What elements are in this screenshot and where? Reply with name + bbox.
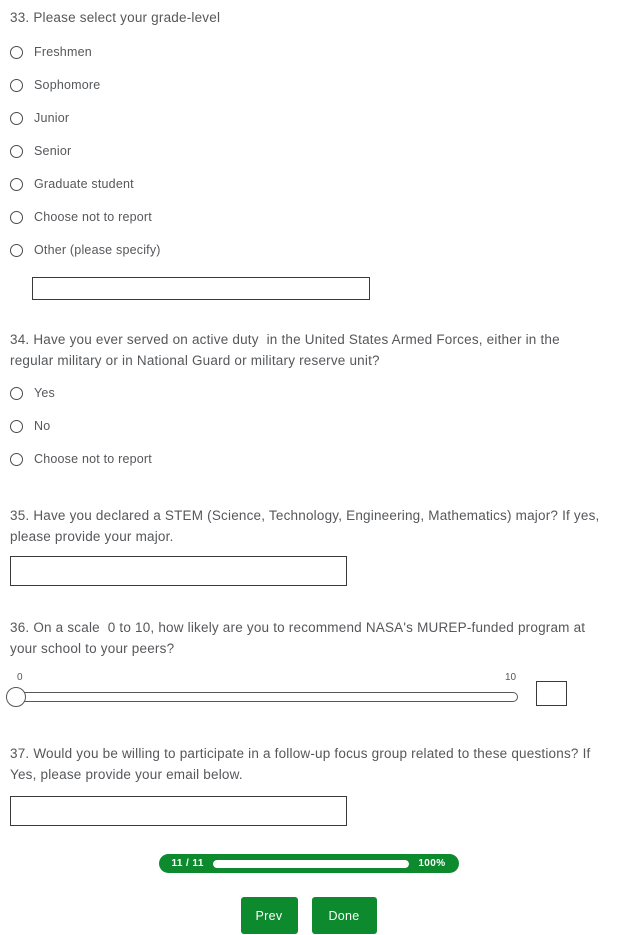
major-text-input[interactable] [10,556,347,586]
slider-max-label: 10 [505,672,517,683]
radio-option-label: Choose not to report [34,452,152,466]
question-36 [10,617,607,721]
question-37-title: 37. Would you be willing to participate in a follow-up focus group related to these questions? If Yes, please provide your email below. [10,746,595,782]
email-text-input[interactable] [10,796,347,826]
question-35-title: 35. Have you declared a STEM (Science, Technology, Engineering, Mathematics) major? If yes, please provide your major. [10,508,604,544]
question-33-options [10,46,607,257]
radio-option-row[interactable] [10,178,607,191]
radio-option-label: Freshmen [34,45,92,59]
radio-button-icon[interactable] [10,178,23,191]
prev-button[interactable]: Prev [241,897,298,934]
radio-option-row[interactable] [10,420,607,433]
radio-button-icon[interactable] [10,211,23,224]
other-specify-input[interactable] [32,277,370,300]
radio-option-label: No [34,419,51,433]
radio-button-icon[interactable] [10,79,23,92]
radio-option-label: Yes [34,386,55,400]
radio-option-row[interactable] [10,387,607,400]
slider-value-input[interactable] [536,681,567,706]
progress-percent-label: 100% [418,858,446,869]
radio-option-label: Choose not to report [34,210,152,224]
radio-button-icon[interactable] [10,453,23,466]
progress-bar-fill [213,860,410,868]
slider-handle[interactable] [6,687,26,707]
slider-track[interactable] [10,692,518,702]
progress-bar-track [213,860,410,868]
question-36-title: 36. On a scale 0 to 10, how likely are you to recommend NASA's MUREP-funded program at your school to your peers? [10,620,590,656]
radio-option-row[interactable] [10,46,607,59]
question-34 [10,329,607,466]
radio-option-row[interactable] [10,145,607,158]
radio-option-label: Junior [34,111,70,125]
radio-option-label: Other (please specify) [34,243,161,257]
radio-option-row[interactable] [10,211,607,224]
radio-button-icon[interactable] [10,145,23,158]
question-33 [10,7,607,300]
radio-option-row[interactable] [10,112,607,125]
progress-fraction-label: 11 / 11 [171,858,204,869]
radio-option-row[interactable] [10,79,607,92]
radio-button-icon[interactable] [10,112,23,125]
radio-option-row[interactable] [10,244,607,257]
question-34-title: 34. Have you ever served on active duty in the United States Armed Forces, either in the regular military or in National Guard or military reserve unit? [10,332,564,368]
question-35 [10,505,607,586]
slider-min-label: 0 [17,672,23,683]
radio-button-icon[interactable] [10,46,23,59]
done-button[interactable]: Done [312,897,377,934]
radio-button-icon[interactable] [10,420,23,433]
radio-option-row[interactable] [10,453,607,466]
radio-button-icon[interactable] [10,387,23,400]
radio-option-label: Sophomore [34,78,101,92]
question-37 [10,743,607,826]
question-34-options [10,387,607,466]
question-33-title: 33. Please select your grade-level [10,10,221,25]
radio-button-icon[interactable] [10,244,23,257]
navigation-buttons [10,897,607,934]
likelihood-slider [10,673,607,721]
radio-option-label: Graduate student [34,177,134,191]
radio-option-label: Senior [34,144,72,158]
progress-indicator [159,854,459,873]
